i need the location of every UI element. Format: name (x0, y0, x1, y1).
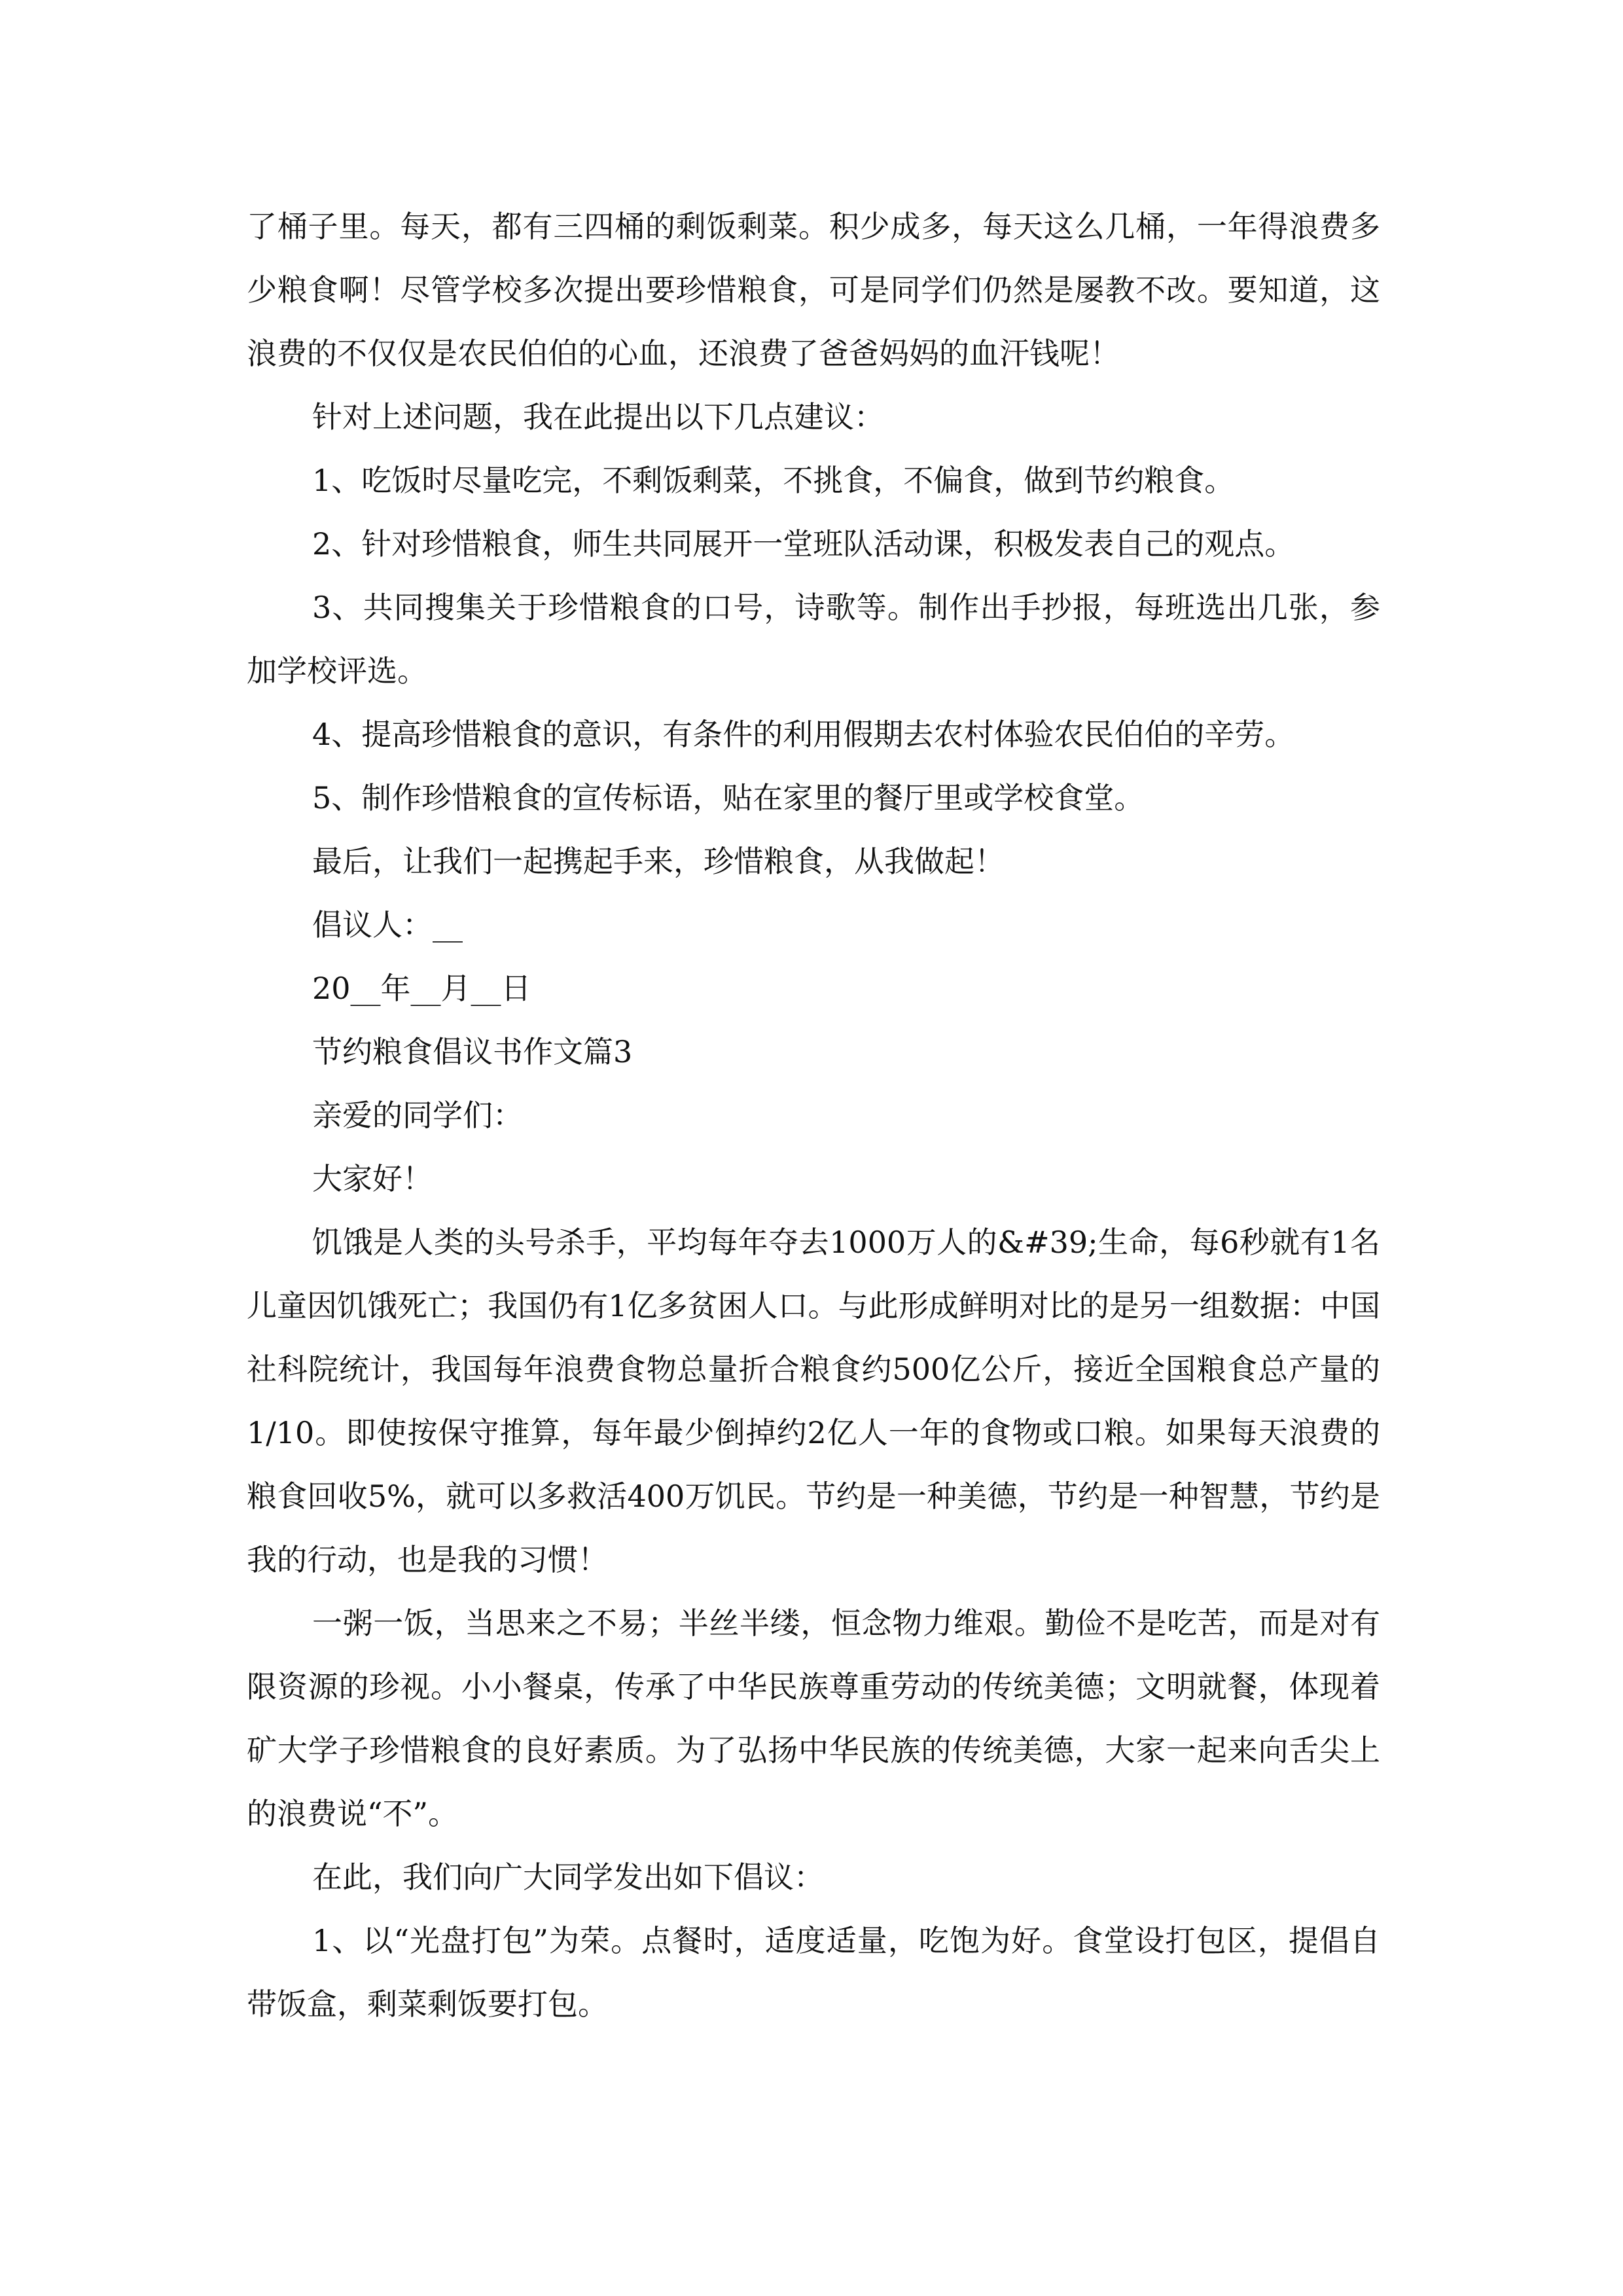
paragraph-frugality: 一粥一饭，当思来之不易；半丝半缕，恒念物力维艰。勤俭不是吃苦，而是对有限资源的珍视。小小餐桌，传承了中华民族尊重劳动的传统美德；文明就餐，体现着矿大学子珍惜粮食的良好素质。为了弘扬中华民族的传统美德，大家一起来向舌尖上的浪费说“不”。 (247, 1605, 1380, 1831)
closing-call: 最后，让我们一起携起手来，珍惜粮食，从我做起！ (312, 844, 1005, 879)
paragraph-proposal-intro: 在此，我们向广大同学发出如下倡议： (312, 1859, 824, 1895)
proposal-item-1: 1、以“光盘打包”为荣。点餐时，适度适量，吃饱为好。食堂设打包区，提倡自带饭盒，剩菜剩饭要打包。 (247, 1923, 1380, 2022)
suggestion-item-1: 1、吃饭时尽量吃完，不剩饭剩菜，不挑食，不偏食，做到节约粮食。 (312, 463, 1235, 498)
suggestion-item-2: 2、针对珍惜粮食，师生共同展开一堂班队活动课，积极发表自己的观点。 (312, 526, 1295, 562)
salutation: 亲爱的同学们： (312, 1098, 523, 1133)
section-title: 节约粮食倡议书作文篇3 (312, 1034, 633, 1069)
greeting: 大家好！ (312, 1161, 433, 1196)
suggestion-item-3: 3、共同搜集关于珍惜粮食的口号，诗歌等。制作出手抄报，每班选出几张，参加学校评选。 (247, 590, 1380, 689)
paragraph-suggestions-intro: 针对上述问题，我在此提出以下几点建议： (312, 399, 884, 435)
paragraph-hunger-facts: 饥饿是人类的头号杀手，平均每年夺去1000万人的&#39;生命，每6秒就有1名儿童因饥饿死亡；我国仍有1亿多贫困人口。与此形成鲜明对比的是另一组数据：中国社科院统计，我国每年浪费食物总量折合粮食约500亿公斤，接近全国粮食总产量的1/10。即使按保守推算，每年最少倒掉约2亿人一年的食物或口粮。如果每天浪费的粮食回收5%，就可以多救活400万饥民。节约是一种美德，节约是一种智慧，节约是我的行动，也是我的习惯！ (247, 1225, 1380, 1577)
suggestion-item-4: 4、提高珍惜粮食的意识，有条件的利用假期去农村体验农民伯伯的辛劳。 (312, 717, 1295, 752)
date-line: 20__年__月__日 (312, 971, 531, 1006)
paragraph-continuation: 了桶子里。每天，都有三四桶的剩饭剩菜。积少成多，每天这么几桶，一年得浪费多少粮食啊！尽管学校多次提出要珍惜粮食，可是同学们仍然是屡教不改。要知道，这浪费的不仅仅是农民伯伯的心血，还浪费了爸爸妈妈的血汗钱呢！ (247, 209, 1380, 371)
document-body (247, 195, 1380, 2036)
signature-line: 倡议人：__ (312, 907, 463, 942)
suggestion-item-5: 5、制作珍惜粮食的宣传标语，贴在家里的餐厅里或学校食堂。 (312, 780, 1145, 816)
